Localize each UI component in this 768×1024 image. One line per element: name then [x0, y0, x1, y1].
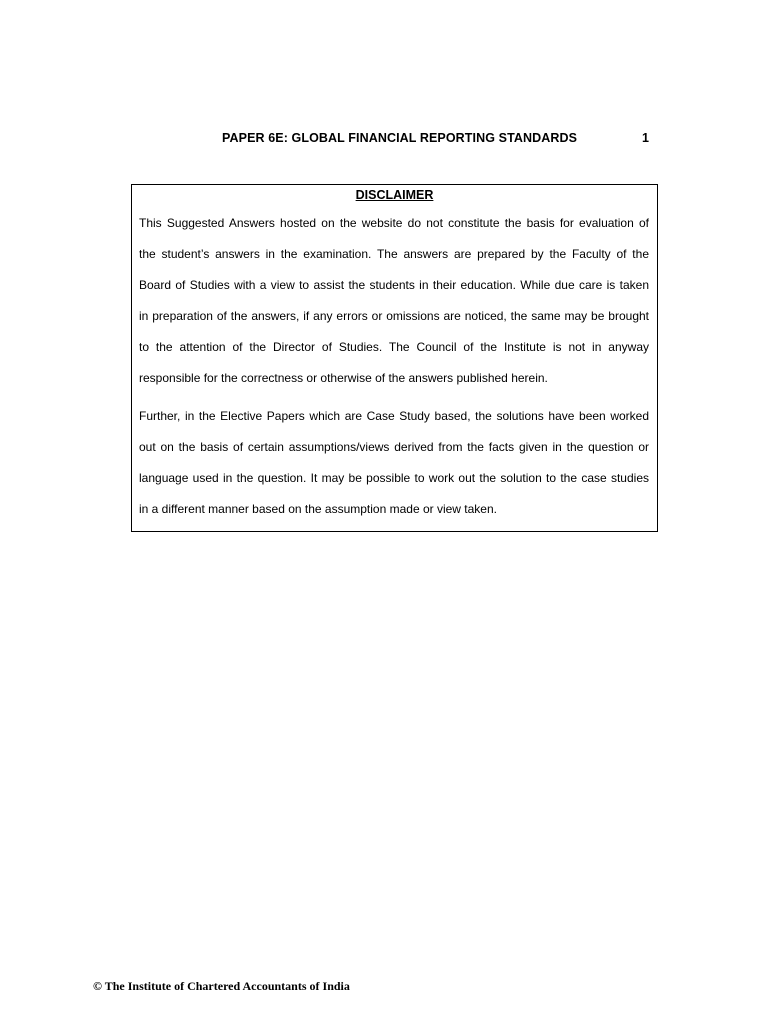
paragraph-line: to the attention of the Director of Studies. The Council of the Institute is not in anyway: [139, 340, 649, 354]
paper-title: PAPER 6E: GLOBAL FINANCIAL REPORTING STANDARDS: [222, 131, 578, 145]
paragraph-line: in a different manner based on the assumption made or view taken.: [139, 502, 497, 516]
paragraph-line: This Suggested Answers hosted on the website do not constitute the basis for evaluation of: [139, 216, 649, 230]
disclaimer-heading: DISCLAIMER: [355, 188, 434, 202]
paragraph-line: the student’s answers in the examination. The answers are prepared by the Faculty of the: [139, 247, 649, 261]
footer-copyright: © The Institute of Chartered Accountants of India: [93, 979, 350, 993]
paragraph-line: in preparation of the answers, if any errors or omissions are noticed, the same may be brought: [139, 309, 649, 323]
disclaimer-paragraph-2: [139, 401, 649, 525]
paragraph-line: Board of Studies with a view to assist the students in their education. While due care is taken: [139, 278, 649, 292]
paragraph-line: language used in the question. It may be possible to work out the solution to the case studies: [139, 471, 649, 485]
disclaimer-box: [131, 184, 658, 532]
paragraph-line: out on the basis of certain assumptions/views derived from the facts given in the question or: [139, 440, 649, 454]
disclaimer-paragraph-1: [139, 208, 649, 394]
page-number: 1: [642, 131, 649, 145]
paragraph-line: responsible for the correctness or otherwise of the answers published herein.: [139, 371, 548, 385]
paragraph-line: Further, in the Elective Papers which are Case Study based, the solutions have been worked: [139, 409, 649, 423]
